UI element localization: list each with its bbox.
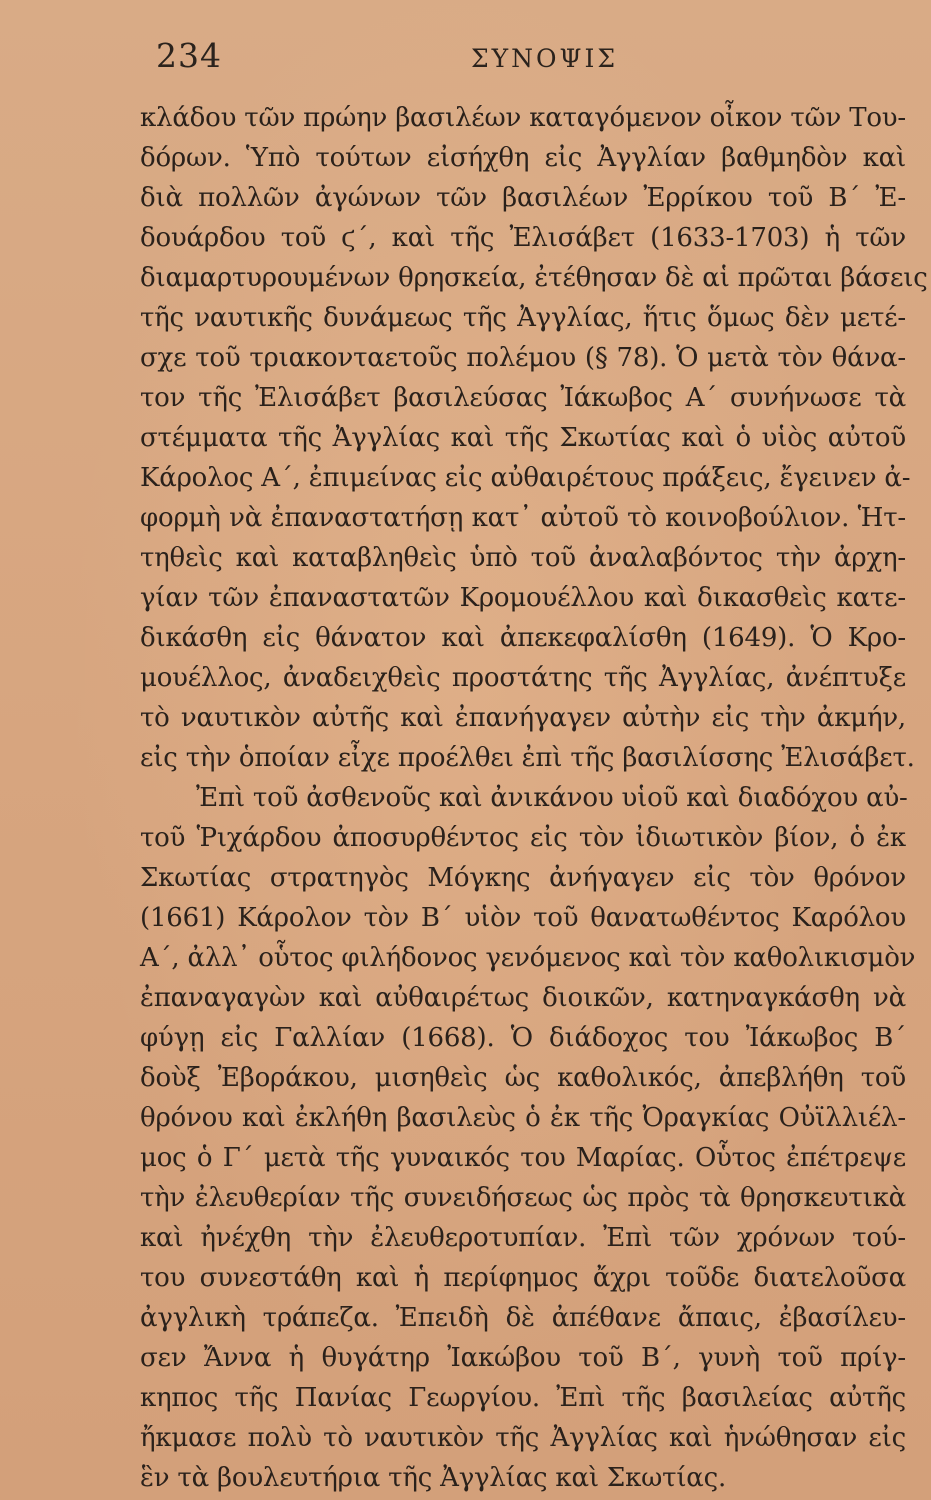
text-line: μουέλλος, ἀναδειχθεὶς προστάτης τῆς Ἀγγλίας, ἀνέπτυξε <box>140 663 906 693</box>
text-line: τῆς ναυτικῆς δυνάμεως τῆς Ἀγγλίας, ἥτις ὅμως δὲν μετέ- <box>140 303 906 333</box>
text-line: διὰ πολλῶν ἀγώνων τῶν βασιλέων Ἐρρίκου τοῦ Β΄ Ἐ- <box>140 183 906 213</box>
page-number: 234 <box>156 36 222 75</box>
running-title: ΣΥΝΟΨΙΣ <box>471 44 619 73</box>
text-line: τοῦ Ῥιχάρδου ἀποσυρθέντος εἰς τὸν ἰδιωτικὸν βίον, ὁ ἐκ <box>140 823 906 853</box>
text-line: δουάρδου τοῦ ϛ΄, καὶ τῆς Ἐλισάβετ (1633-1703) ἡ τῶν <box>140 223 906 253</box>
page-header <box>156 36 891 86</box>
text-line: τηθεὶς καὶ καταβληθεὶς ὑπὸ τοῦ ἀναλαβόντος τὴν ἀρχη- <box>140 543 906 573</box>
text-line: κηπος τῆς Πανίας Γεωργίου. Ἐπὶ τῆς βασιλείας αὐτῆς <box>140 1383 906 1413</box>
body-text <box>140 98 928 1498</box>
text-line: καὶ ἠνέχθη τὴν ἐλευθεροτυπίαν. Ἐπὶ τῶν χρόνων τού- <box>140 1223 906 1253</box>
text-line: διαμαρτυρουμένων θρησκεία, ἐτέθησαν δὲ αἱ πρῶται βάσεις <box>140 263 928 293</box>
text-line: του συνεστάθη καὶ ἡ περίφημος ἄχρι τοῦδε διατελοῦσα <box>140 1263 906 1293</box>
text-line: δοὺξ Ἐβοράκου, μισηθεὶς ὡς καθολικός, ἀπεβλήθη τοῦ <box>140 1063 906 1093</box>
text-line: σεν Ἄννα ἡ θυγάτηρ Ἰακώβου τοῦ Β΄, γυνὴ τοῦ πρίγ- <box>140 1343 906 1373</box>
text-line: δικάσθη εἰς θάνατον καὶ ἀπεκεφαλίσθη (1649). Ὁ Κρο- <box>140 623 906 653</box>
text-line: (1661) Κάρολον τὸν Β΄ υἱὸν τοῦ θανατωθέντος Καρόλου <box>140 903 906 933</box>
text-line: γίαν τῶν ἐπαναστατῶν Κρομουέλλου καὶ δικασθεὶς κατε- <box>140 583 906 613</box>
text-line: δόρων. Ὑπὸ τούτων εἰσήχθη εἰς Ἀγγλίαν βαθμηδὸν καὶ <box>140 143 906 173</box>
text-line: σχε τοῦ τριακονταετοῦς πολέμου (§ 78). Ὁ μετὰ τὸν θάνα- <box>140 343 906 373</box>
text-line: Σκωτίας στρατηγὸς Μόγκης ἀνήγαγεν εἰς τὸν θρόνον <box>140 863 906 893</box>
text-line: ἀγγλικὴ τράπεζα. Ἐπειδὴ δὲ ἀπέθανε ἄπαις, ἐβασίλευ- <box>140 1303 906 1333</box>
text-line: τὴν ἐλευθερίαν τῆς συνειδήσεως ὡς πρὸς τὰ θρησκευτικὰ <box>140 1183 906 1213</box>
text-line: στέμματα τῆς Ἀγγλίας καὶ τῆς Σκωτίας καὶ ὁ υἱὸς αὐτοῦ <box>140 423 906 453</box>
text-line: Α΄, ἀλλ᾽ οὗτος φιλήδονος γενόμενος καὶ τὸν καθολικισμὸν <box>140 943 916 973</box>
text-line: Κάρολος Α΄, ἐπιμείνας εἰς αὐθαιρέτους πράξεις, ἔγεινεν ἀ- <box>140 463 911 493</box>
text-line: τὸ ναυτικὸν αὐτῆς καὶ ἐπανήγαγεν αὐτὴν εἰς τὴν ἀκμήν, <box>140 703 906 733</box>
text-line: ἐπαναγαγὼν καὶ αὐθαιρέτως διοικῶν, κατηναγκάσθη νὰ <box>140 983 906 1013</box>
text-line: εἰς τὴν ὁποίαν εἶχε προέλθει ἐπὶ τῆς βασιλίσσης Ἐλισάβετ. <box>140 743 915 773</box>
paragraph-first-line: Ἐπὶ τοῦ ἀσθενοῦς καὶ ἀνικάνου υἱοῦ καὶ διαδόχου αὐ- <box>196 783 908 813</box>
text-line: τον τῆς Ἐλισάβετ βασιλεύσας Ἰάκωβος Α΄ συνήνωσε τὰ <box>140 383 906 413</box>
text-line: ἓν τὰ βουλευτήρια τῆς Ἀγγλίας καὶ Σκωτίας. <box>140 1463 727 1493</box>
text-line: θρόνου καὶ ἐκλήθη βασιλεὺς ὁ ἐκ τῆς Ὀραγκίας Οὐϊλλιέλ- <box>140 1103 906 1133</box>
text-line: κλάδου τῶν πρώην βασιλέων καταγόμενον οἶκον τῶν Του- <box>140 103 906 133</box>
text-line: φορμὴ νὰ ἐπαναστατήσῃ κατ᾽ αὐτοῦ τὸ κοινοβούλιον. Ἡτ- <box>140 503 906 533</box>
text-line: μος ὁ Γ΄ μετὰ τῆς γυναικός του Μαρίας. Οὗτος ἐπέτρεψε <box>140 1143 906 1173</box>
text-line: φύγῃ εἰς Γαλλίαν (1668). Ὁ διάδοχος του Ἰάκωβος Β΄ <box>140 1023 906 1053</box>
text-line: ἤκμασε πολὺ τὸ ναυτικὸν τῆς Ἀγγλίας καὶ ἡνώθησαν εἰς <box>140 1423 906 1453</box>
